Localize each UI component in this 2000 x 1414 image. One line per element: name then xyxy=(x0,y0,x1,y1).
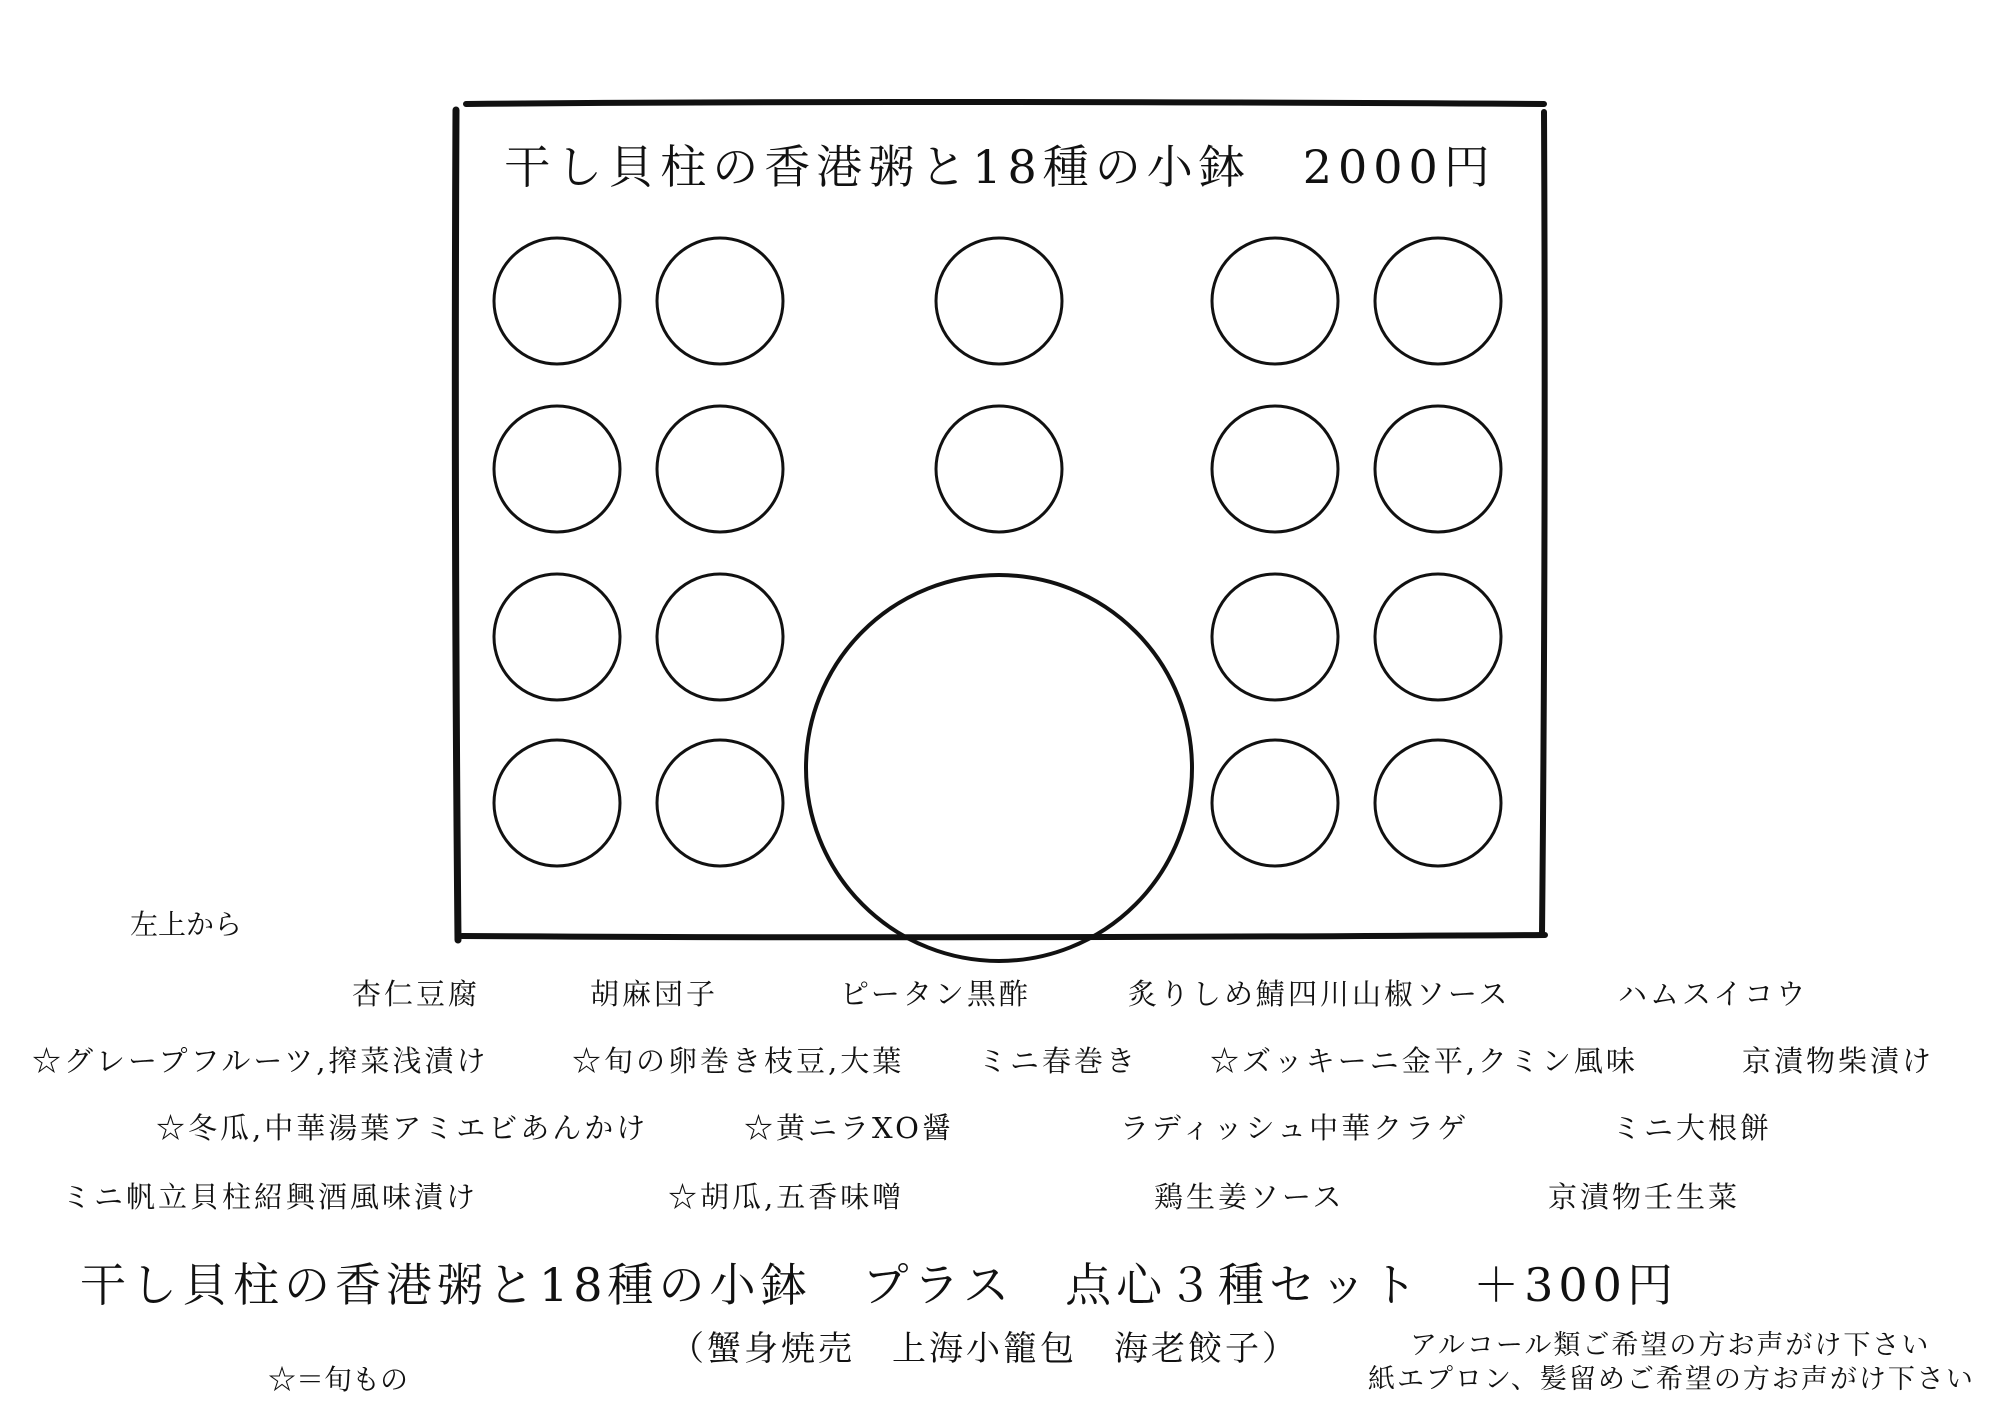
small-bowl-16 xyxy=(657,740,783,866)
congee-bowl xyxy=(806,575,1192,961)
bowls xyxy=(494,238,1501,961)
menu-item: ☆ズッキーニ金平,クミン風味 xyxy=(1210,1044,1638,1078)
small-bowl-2 xyxy=(657,238,783,364)
small-bowl-4 xyxy=(1212,238,1338,364)
frame-left xyxy=(455,110,458,940)
small-bowl-14 xyxy=(1375,574,1501,700)
frame-bottom xyxy=(462,935,1545,937)
small-bowl-1 xyxy=(494,238,620,364)
small-bowl-15 xyxy=(494,740,620,866)
menu-item: ミニ帆立貝柱紹興酒風味漬け xyxy=(62,1180,479,1214)
small-bowl-7 xyxy=(657,406,783,532)
menu-item: ミニ春巻き xyxy=(978,1044,1139,1078)
plus-set-detail: （蟹身焼売 上海小籠包 海老餃子） xyxy=(670,1329,1299,1369)
small-bowl-17 xyxy=(1212,740,1338,866)
menu-item: ☆旬の卵巻き枝豆,大葉 xyxy=(572,1044,905,1078)
menu-item: ☆胡瓜,五香味噌 xyxy=(668,1180,905,1214)
small-bowl-8 xyxy=(936,406,1062,532)
menu-item: ☆グレープフルーツ,搾菜浅漬け xyxy=(32,1044,489,1078)
menu-item: 炙りしめ鯖四川山椒ソース xyxy=(1128,977,1511,1011)
menu-item: ピータン黒酢 xyxy=(840,977,1031,1011)
menu-title: 干し貝柱の香港粥と18種の小鉢 2000円 xyxy=(504,140,1496,194)
frame-right xyxy=(1542,112,1545,935)
menu-item: ラディッシュ中華クラゲ xyxy=(1120,1111,1470,1145)
frame-top xyxy=(466,102,1544,104)
order-note: 左上から xyxy=(130,908,243,941)
menu-item: 胡麻団子 xyxy=(590,977,719,1011)
small-bowl-10 xyxy=(1375,406,1501,532)
menu-item: ミニ大根餅 xyxy=(1612,1111,1773,1145)
small-bowl-9 xyxy=(1212,406,1338,532)
menu-item: ☆黄ニラXO醤 xyxy=(744,1111,954,1145)
menu-item: ☆冬瓜,中華湯葉アミエビあんかけ xyxy=(156,1111,649,1145)
small-bowl-11 xyxy=(494,574,620,700)
plus-set-title: 干し貝柱の香港粥と18種の小鉢 プラス 点心３種セット ＋300円 xyxy=(80,1258,1678,1312)
small-bowl-12 xyxy=(657,574,783,700)
menu-item: 京漬物壬生菜 xyxy=(1548,1180,1741,1214)
small-bowl-3 xyxy=(936,238,1062,364)
small-bowl-6 xyxy=(494,406,620,532)
menu-item: ハムスイコウ xyxy=(1618,977,1809,1011)
menu-item: 京漬物柴漬け xyxy=(1742,1044,1935,1078)
apron-note: 紙エプロン、髪留めご希望の方お声がけ下さい xyxy=(1368,1364,1975,1395)
small-bowl-18 xyxy=(1375,740,1501,866)
menu-item: 鶏生姜ソース xyxy=(1154,1180,1345,1214)
alcohol-note: アルコール類ご希望の方お声がけ下さい xyxy=(1410,1330,1931,1361)
seasonal-legend: ☆＝旬もの xyxy=(268,1363,409,1396)
menu-item: 杏仁豆腐 xyxy=(352,977,481,1011)
small-bowl-13 xyxy=(1212,574,1338,700)
small-bowl-5 xyxy=(1375,238,1501,364)
